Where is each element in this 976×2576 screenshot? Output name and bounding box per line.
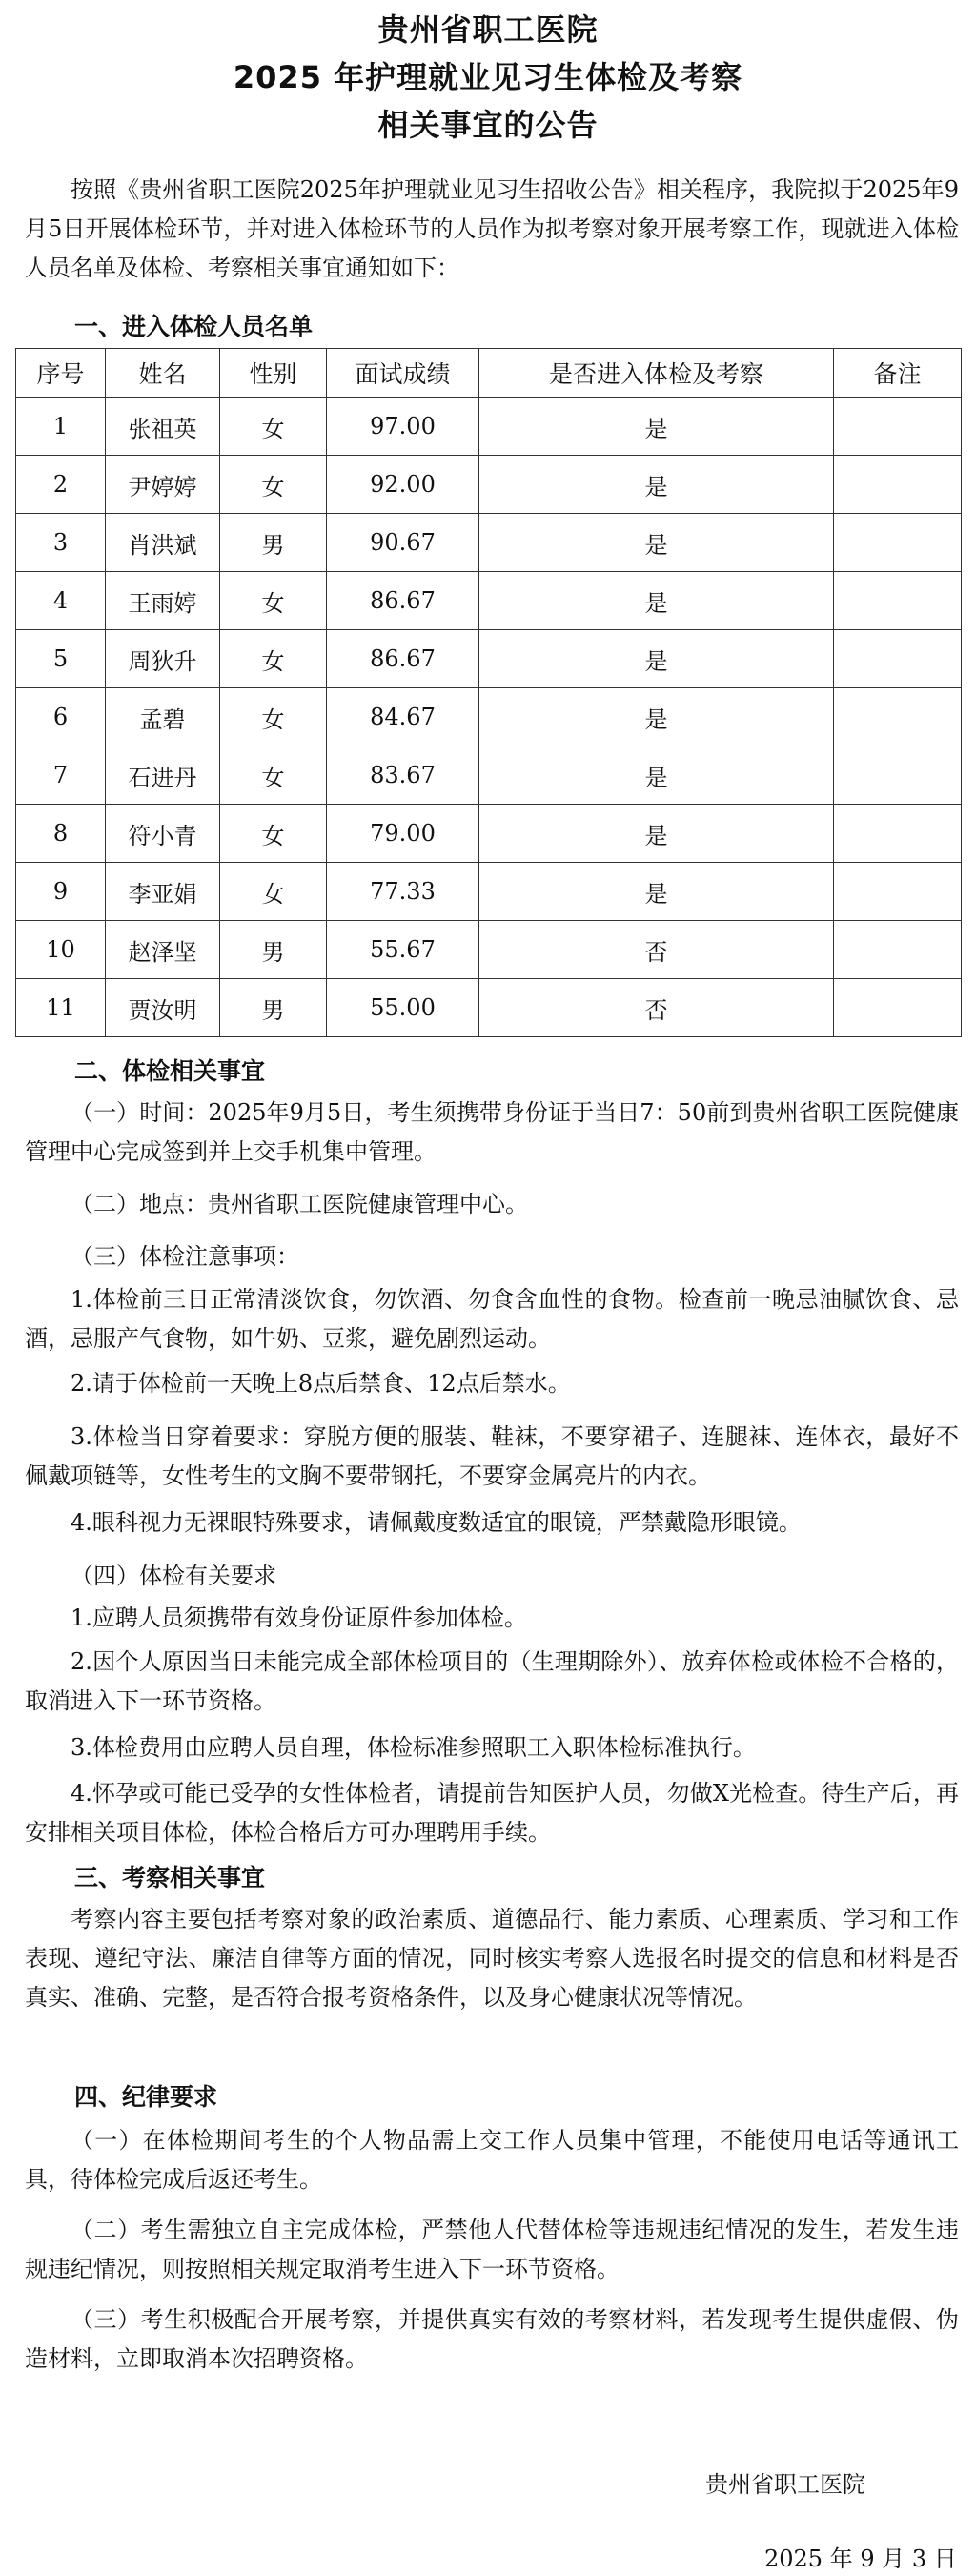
cell-status: 是	[479, 805, 834, 863]
discipline-item: （三）考生积极配合开展考察，并提供真实有效的考察材料，若发现考生提供虚假、伪造材料，立即取消本次招聘资格。	[25, 2306, 959, 2372]
exam-req-item: 4.怀孕或可能已受孕的女性体检者，请提前告知医护人员，勿做X光检查。待生产后，再安排相关项目体检，体检合格后方可办理聘用手续。	[25, 1780, 959, 1846]
cell-index: 1	[16, 398, 106, 456]
cell-score: 55.00	[327, 979, 479, 1037]
exam-note-item: 3.体检当日穿着要求：穿脱方便的服装、鞋袜，不要穿裙子、连腿袜、连体衣，最好不佩戴项链等，女性考生的文胸不要带钢托，不要穿金属亮片的内衣。	[25, 1423, 959, 1489]
table-row	[16, 746, 962, 805]
cell-score: 55.67	[327, 921, 479, 979]
cell-index: 10	[16, 921, 106, 979]
exam-req-item: 3.体检费用由应聘人员自理，体检标准参照职工入职体检标准执行。	[71, 1734, 756, 1761]
cell-name: 周狄升	[106, 630, 220, 688]
section4-heading: 四、纪律要求	[74, 2083, 218, 2111]
cell-index: 5	[16, 630, 106, 688]
cell-status: 是	[479, 688, 834, 746]
cell-index: 8	[16, 805, 106, 863]
cell-name: 符小青	[106, 805, 220, 863]
cell-remark	[834, 572, 962, 630]
discipline-item: （二）考生需独立自主完成体检，严禁他人代替体检等违规违纪情况的发生，若发生违规违纪情况，则按照相关规定取消考生进入下一环节资格。	[25, 2217, 959, 2282]
exam-req-item: 2.因个人原因当日未能完成全部体检项目的（生理期除外）、放弃体检或体检不合格的，取消进入下一环节资格。	[25, 1648, 959, 1714]
cell-status: 是	[479, 746, 834, 805]
cell-name: 孟碧	[106, 688, 220, 746]
cell-index: 3	[16, 514, 106, 572]
title-line-3: 相关事宜的公告	[377, 107, 599, 143]
candidate-table	[15, 348, 962, 1037]
cell-name: 肖洪斌	[106, 514, 220, 572]
table-row	[16, 398, 962, 456]
issue-date: 2025 年 9 月 3 日	[764, 2545, 957, 2572]
exam-note-item: 2.请于体检前一天晚上8点后禁食、12点后禁水。	[71, 1370, 571, 1397]
cell-score: 77.33	[327, 863, 479, 921]
table-row	[16, 456, 962, 514]
cell-score: 86.67	[327, 630, 479, 688]
table-header-row	[16, 349, 962, 398]
cell-gender: 女	[220, 572, 327, 630]
cell-name: 李亚娟	[106, 863, 220, 921]
cell-status: 是	[479, 398, 834, 456]
title-line-1: 贵州省职工医院	[377, 11, 599, 48]
cell-gender: 女	[220, 456, 327, 514]
cell-status: 是	[479, 630, 834, 688]
exam-time-paragraph: （一）时间：2025年9月5日，考生须携带身份证于当日7：50前到贵州省职工医院健康管理中心完成签到并上交手机集中管理。	[25, 1099, 959, 1165]
cell-status: 否	[479, 979, 834, 1037]
cell-name: 石进丹	[106, 746, 220, 805]
cell-index: 2	[16, 456, 106, 514]
table-row	[16, 630, 962, 688]
exam-req-item: 1.应聘人员须携带有效身份证原件参加体检。	[71, 1605, 527, 1631]
table-row	[16, 805, 962, 863]
cell-score: 92.00	[327, 456, 479, 514]
cell-gender: 男	[220, 921, 327, 979]
inspection-paragraph: 考察内容主要包括考察对象的政治素质、道德品行、能力素质、心理素质、学习和工作表现、遵纪守法、廉洁自律等方面的情况，同时核实考察人选报名时提交的信息和材料是否真实、准确、完整，是否符合报考资格条件，以及身心健康状况等情况。	[25, 1906, 959, 2011]
cell-remark	[834, 398, 962, 456]
cell-index: 6	[16, 688, 106, 746]
cell-status: 是	[479, 514, 834, 572]
header-gender: 性别	[220, 349, 327, 398]
cell-gender: 女	[220, 805, 327, 863]
table-row	[16, 514, 962, 572]
cell-name: 尹婷婷	[106, 456, 220, 514]
cell-score: 90.67	[327, 514, 479, 572]
cell-remark	[834, 979, 962, 1037]
cell-gender: 女	[220, 746, 327, 805]
intro-paragraph: 按照《贵州省职工医院2025年护理就业见习生招收公告》相关程序，我院拟于2025年9月5日开展体检环节，并对进入体检环节的人员作为拟考察对象开展考察工作，现就进入体检人员名单及体检、考察相关事宜通知如下：	[25, 176, 959, 281]
header-status: 是否进入体检及考察	[479, 349, 834, 398]
cell-name: 赵泽坚	[106, 921, 220, 979]
cell-index: 11	[16, 979, 106, 1037]
cell-score: 79.00	[327, 805, 479, 863]
cell-gender: 女	[220, 398, 327, 456]
section2-heading: 二、体检相关事宜	[74, 1057, 266, 1085]
table-row	[16, 688, 962, 746]
issuer-signature: 贵州省职工医院	[705, 2471, 865, 2498]
cell-remark	[834, 456, 962, 514]
document-title	[0, 6, 976, 149]
cell-status: 是	[479, 863, 834, 921]
cell-remark	[834, 514, 962, 572]
cell-score: 97.00	[327, 398, 479, 456]
exam-place-paragraph: （二）地点：贵州省职工医院健康管理中心。	[71, 1191, 528, 1217]
exam-note-item: 1.体检前三日正常清淡饮食，勿饮酒、勿食含血性的食物。检查前一晚忌油腻饮食、忌酒，忌服产气食物，如牛奶、豆浆，避免剧烈运动。	[25, 1286, 959, 1352]
table-row	[16, 921, 962, 979]
cell-gender: 男	[220, 979, 327, 1037]
cell-remark	[834, 921, 962, 979]
title-line-2: 2025 年护理就业见习生体检及考察	[233, 59, 743, 95]
section3-heading: 三、考察相关事宜	[74, 1864, 266, 1891]
table-row	[16, 979, 962, 1037]
cell-score: 86.67	[327, 572, 479, 630]
cell-gender: 女	[220, 863, 327, 921]
cell-index: 9	[16, 863, 106, 921]
header-index: 序号	[16, 349, 106, 398]
section1-heading: 一、进入体检人员名单	[74, 313, 314, 340]
exam-note-item: 4.眼科视力无裸眼特殊要求，请佩戴度数适宜的眼镜，严禁戴隐形眼镜。	[71, 1509, 802, 1536]
cell-status: 是	[479, 456, 834, 514]
exam-req-heading: （四）体检有关要求	[71, 1563, 276, 1589]
header-remark: 备注	[834, 349, 962, 398]
cell-score: 84.67	[327, 688, 479, 746]
cell-remark	[834, 805, 962, 863]
cell-gender: 男	[220, 514, 327, 572]
cell-name: 王雨婷	[106, 572, 220, 630]
cell-status: 否	[479, 921, 834, 979]
cell-remark	[834, 688, 962, 746]
cell-score: 83.67	[327, 746, 479, 805]
table-row	[16, 572, 962, 630]
header-name: 姓名	[106, 349, 220, 398]
discipline-item: （一）在体检期间考生的个人物品需上交工作人员集中管理，不能使用电话等通讯工具，待体检完成后返还考生。	[25, 2127, 959, 2193]
cell-name: 张祖英	[106, 398, 220, 456]
exam-notes-heading: （三）体检注意事项：	[71, 1243, 299, 1270]
cell-gender: 女	[220, 688, 327, 746]
cell-index: 4	[16, 572, 106, 630]
cell-remark	[834, 863, 962, 921]
cell-index: 7	[16, 746, 106, 805]
table-row	[16, 863, 962, 921]
cell-name: 贾汝明	[106, 979, 220, 1037]
header-score: 面试成绩	[327, 349, 479, 398]
cell-gender: 女	[220, 630, 327, 688]
cell-remark	[834, 630, 962, 688]
cell-status: 是	[479, 572, 834, 630]
cell-remark	[834, 746, 962, 805]
